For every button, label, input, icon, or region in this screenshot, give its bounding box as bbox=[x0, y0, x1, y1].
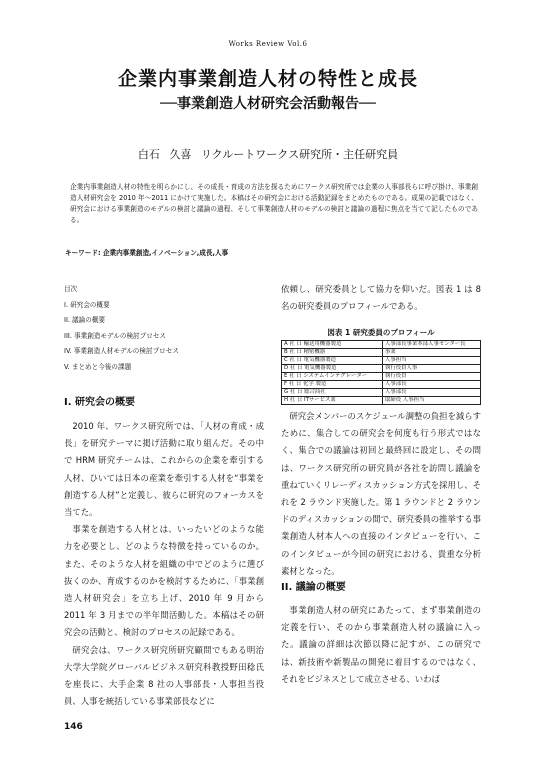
company-cell: A 社 日 輸送用機器製造 bbox=[282, 341, 383, 349]
position-cell: 人事部長 bbox=[382, 389, 480, 397]
keywords: キーワード: 企業内事業創造,イノベーション,成長,人事 bbox=[65, 249, 229, 257]
section-heading-discussion: II. 議論の概要 bbox=[281, 582, 346, 593]
table-row bbox=[282, 373, 481, 381]
company-cell: G 社 日 総合商社 bbox=[282, 389, 383, 397]
paragraph: 事業を創造する人材とは、いったいどのような能力を必要とし、どのような特徴を持っているのか。また、そのような人材を組織の中でどのように選び抜くのか、育成するのかを検討するために、「事業創造人材研究会」を立ち上げ、2010 年 9 月から 2011 年 3 月までの半年間活動した。本稿はその研究会の活動と、検討のプロセスの記録である。 bbox=[64, 524, 264, 638]
toc-item: II. 議論の概要 bbox=[64, 316, 106, 325]
position-cell: 取締役 人事担当 bbox=[382, 397, 480, 405]
section2-body: 事業創造人材の研究にあたって、まず事業創造の定義を行い、そのから事業創造人材の議論に入った。議論の詳細は次節以降に記すが、この研究では、新技術や新製品の開発に着目するのではなく、それをビジネスとして成立させる、いわば bbox=[281, 605, 481, 684]
company-cell: D 社 日 電気機器製造 bbox=[282, 365, 383, 373]
abstract: 企業内事業創造人材の特性を明らかにし、その成長・育成の方法を探るためにワークス研究所では企業の人事部長らに呼び掛け、事業創造人材研究会を 2010 年〜2011 にかけて実施した。本稿はその研究会における活動記録をまとめたものである。成果の記載ではなく、研究会における事業創造のモデルの検討と議論の過程、そして事業創造人材のモデルの検討と議論の過程に焦点を当てて記したものである。 bbox=[70, 183, 478, 224]
table-row bbox=[282, 389, 481, 397]
right-paragraph: 研究会メンバーのスケジュール調整の負担を減らすために、集合しての研究会を何度も行う形式ではなく、集合での議論は初回と最終回に設定し、その間は、ワークス研究所の研究員が各社を訪問し議論を重ねていくリレーディスカッション方式を採用し、それを 2 ラウンド実施した。第 1 ラウンドと 2 ラウンドのディスカッションの間で、研究委員の推挙する事業創造人材本人への直接のインタビューを行い、このインタビューが今回の研究における、貴重な分析素材となった。 bbox=[281, 411, 481, 576]
toc-heading: 目次 bbox=[64, 285, 78, 293]
author-line: 白石 久喜 リクルートワークス研究所・主任研究員 bbox=[137, 148, 399, 161]
position-cell: 事業 bbox=[382, 349, 480, 357]
company-cell: E 社 日 システムインテグレーター bbox=[282, 373, 383, 381]
profile-table bbox=[281, 340, 481, 405]
table-row bbox=[282, 341, 481, 349]
company-cell: B 社 日 精密機器 bbox=[282, 349, 383, 357]
table-row bbox=[282, 365, 481, 373]
table-row bbox=[282, 357, 481, 365]
paragraph: 2010 年、ワークス研究所では、「人材の育成・成長」を研究テーマに掲げ活動に取り組んだ。その中で HRM 研究チームは、これからの企業を牽引する人材、ひいては日本の産業を牽引する人材を“事業を創造する人材”と定義し、彼らに研究のフォーカスを当てた。 bbox=[64, 421, 264, 518]
position-cell: 執行役員人事 bbox=[382, 365, 480, 373]
position-cell: 人事担当 bbox=[382, 357, 480, 365]
toc-item: III. 事業創造モデルの検討プロセス bbox=[64, 331, 167, 340]
company-cell: C 社 日 電気機器製造 bbox=[282, 357, 383, 365]
company-cell: F 社 日 化学 製造 bbox=[282, 381, 383, 389]
company-cell: H 社 日 ITサービス業 bbox=[282, 397, 383, 405]
table-row bbox=[282, 349, 481, 357]
right-top-paragraph: 依頼し、研究委員として協力を仰いだ。図表 1 は 8 名の研究委員のプロフィールである。 bbox=[281, 284, 481, 312]
page-number: 146 bbox=[64, 722, 83, 732]
table-row bbox=[282, 381, 481, 389]
paragraph: 研究会は、ワークス研究所研究顧問でもある明治大学大学院グローバルビジネス研究科教授野田稔氏を座長に、大手企業 8 社の人事部長・人事担当役員、人事を統括している事業部長などに bbox=[64, 644, 264, 707]
toc-item: IV. 事業創造人材モデルの検討プロセス bbox=[64, 347, 179, 356]
position-cell: 人事部長事業本部人事センター長 bbox=[382, 341, 480, 349]
paper-title: 企業内事業創造人材の特性と成長 bbox=[117, 68, 418, 90]
position-cell: 執行役員 bbox=[382, 373, 480, 381]
paper-subtitle: ──事業創造人材研究会活動報告── bbox=[160, 96, 376, 112]
toc-item: V. まとめと今後の課題 bbox=[64, 362, 132, 371]
section-heading-overview: I. 研究会の概要 bbox=[64, 397, 136, 408]
table-row bbox=[282, 397, 481, 405]
toc-item: I. 研究会の概要 bbox=[64, 300, 110, 309]
figure-caption: 図表 1 研究委員のプロフィール bbox=[327, 328, 435, 337]
running-head: Works Review Vol.6 bbox=[228, 40, 308, 48]
section1-body bbox=[64, 418, 264, 710]
position-cell: 人事部長 bbox=[382, 381, 480, 389]
table-of-contents bbox=[64, 282, 264, 376]
